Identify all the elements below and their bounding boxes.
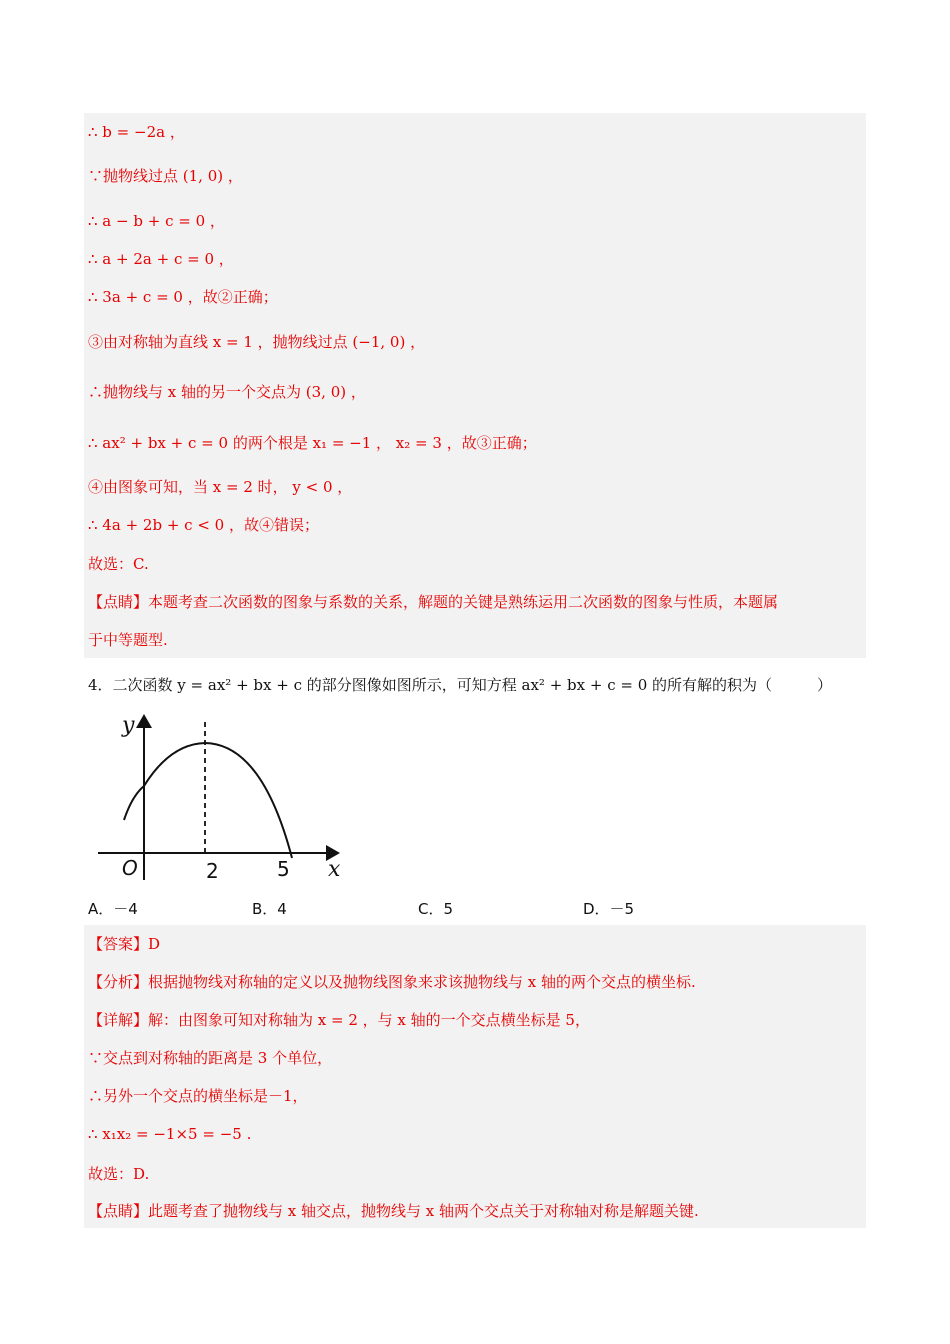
choice-d[interactable]: D．－5 — [583, 900, 635, 918]
parabola-curve — [124, 743, 292, 858]
solution-line: ∴ a − b + c = 0 ， — [88, 212, 225, 230]
solution-line: ∴ 3a + c = 0 ，故②正确； — [88, 288, 278, 306]
detail-line: 【详解】解：由图象可知对称轴为 x = 2 ，与 x 轴的一个交点横坐标是 5， — [88, 1011, 590, 1029]
solution-line: ③由对称轴为直线 x = 1 ，抛物线过点 (−1, 0) ， — [88, 333, 426, 351]
y-axis-label: y — [122, 713, 135, 738]
answer-line: 【答案】D — [88, 935, 161, 953]
solution-line: ④由图象可知，当 x = 2 时， y < 0 ， — [88, 478, 353, 496]
detail-line: ∴ x₁x₂ = −1×5 = −5 . — [88, 1125, 252, 1143]
tick-label-2: 2 — [206, 859, 219, 883]
choice-b[interactable]: B．4 — [252, 900, 287, 918]
choice-a[interactable]: A．－4 — [88, 900, 138, 918]
solution-line: ∴ b = −2a ， — [88, 123, 185, 141]
solution-line: ∴ a + 2a + c = 0 ， — [88, 250, 234, 268]
tick-label-5: 5 — [277, 857, 290, 881]
parabola-graph — [92, 708, 352, 886]
solution-line: ∴抛物线与 x 轴的另一个交点为 (3, 0) ， — [88, 383, 366, 401]
x-axis-label: x — [328, 857, 341, 882]
answer-panel-q4 — [84, 925, 866, 1228]
solution-line: ∴ 4a + 2b + c < 0 ，故④错误； — [88, 516, 319, 534]
detail-line: ∵交点到对称轴的距离是 3 个单位， — [88, 1049, 333, 1067]
detail-line: ∴另外一个交点的横坐标是－1， — [88, 1087, 308, 1105]
solution-line: ∵抛物线过点 (1, 0) ， — [88, 167, 243, 185]
solution-line: ∴ ax² + bx + c = 0 的两个根是 x₁ = −1 ， x₂ = 3 ，故③正确； — [88, 434, 537, 452]
choice-c[interactable]: C．5 — [418, 900, 454, 918]
comment-line: 于中等题型. — [88, 631, 168, 649]
comment-line: 【点睛】此题考查了抛物线与 x 轴交点，抛物线与 x 轴两个交点关于对称轴对称是解题关键. — [88, 1202, 699, 1220]
question-4-stem: 4．二次函数 y = ax² + bx + c 的部分图像如图所示，可知方程 ax² + bx + c = 0 的所有解的积为（ ） — [88, 676, 833, 694]
analysis-line: 【分析】根据抛物线对称轴的定义以及抛物线图象来求该抛物线与 x 轴的两个交点的横坐标. — [88, 973, 696, 991]
detail-line: 故选：D. — [88, 1165, 150, 1183]
solution-line: 故选：C. — [88, 555, 149, 573]
comment-line: 【点睛】本题考查二次函数的图象与系数的关系，解题的关键是熟练运用二次函数的图象与性质，本题属 — [88, 593, 779, 611]
origin-label: O — [122, 856, 138, 880]
